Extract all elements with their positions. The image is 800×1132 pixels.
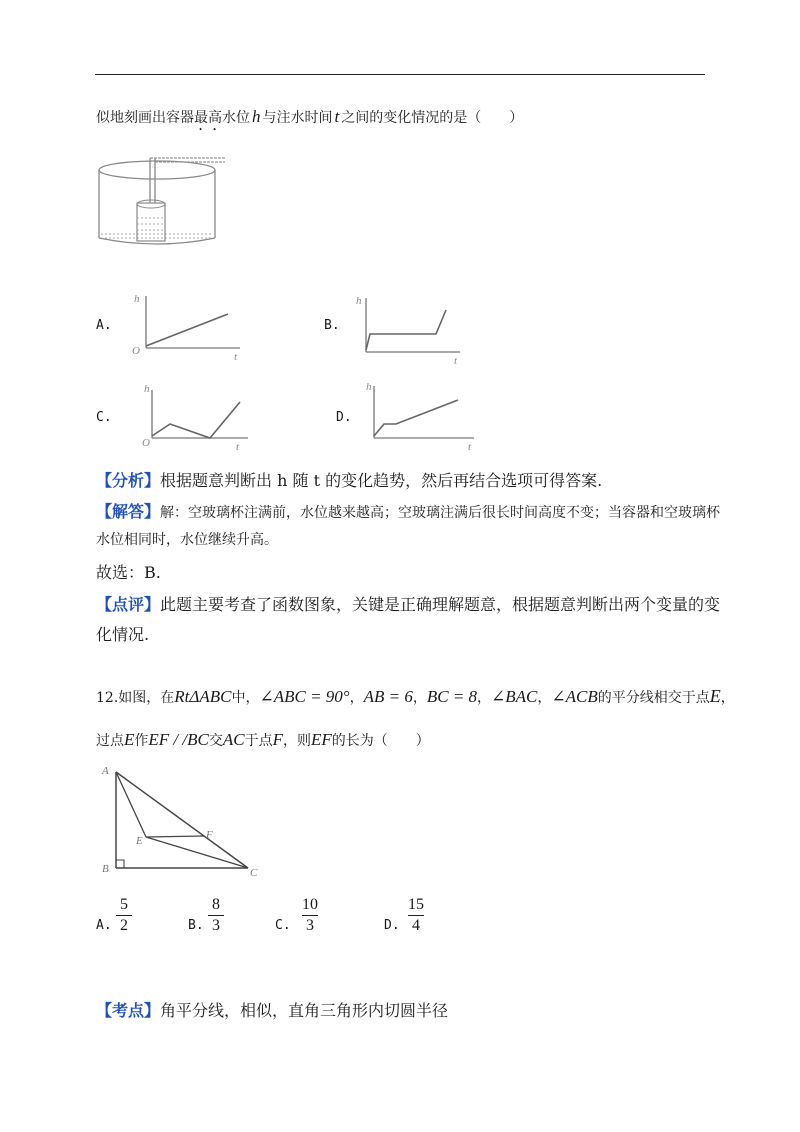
q11-c-y-label: h <box>144 383 150 395</box>
q12-c-bar <box>302 915 318 916</box>
q11-stem-part4: 之间的变化情况的是（ ） <box>341 110 524 126</box>
q12-b-num: 8 <box>212 896 220 913</box>
q11-stem-part1: 似地刻画出容器 <box>96 110 194 126</box>
q12-number: 12.如图，在 <box>96 690 175 706</box>
q12-l2e: ，则 <box>282 733 311 749</box>
q12-l2d: 于点 <box>244 733 273 749</box>
q11-a-curve <box>146 314 228 346</box>
q12-label-c: C <box>250 867 258 879</box>
q12-ac: AC <box>222 730 245 749</box>
q11-d-x-label: t <box>468 441 472 450</box>
q11-option-b-graph <box>348 292 468 364</box>
q11-answer <box>96 499 720 522</box>
q11-option-c-graph <box>136 380 256 452</box>
q12-option-d-fraction <box>408 896 424 935</box>
q11-analysis-text: 根据题意判断出 h 随 t 的变化趋势，然后再结合选项可得答案. <box>160 471 603 490</box>
q11-option-d-label: D. <box>336 410 352 425</box>
q11-stem-part3: 与注水时间 <box>262 110 333 126</box>
q12-kaodian-text: 角平分线，相似，直角三角形内切圆半径 <box>160 1001 449 1020</box>
q11-comment-tag: 【点评】 <box>96 595 161 614</box>
q12-c4: ， <box>537 690 552 706</box>
q12-b-den: 3 <box>212 917 220 934</box>
q11-answer-line2: 水位相同时，水位继续升高。 <box>96 532 278 548</box>
header-rule <box>95 74 705 75</box>
q11-stem <box>96 107 523 134</box>
q12-ef: EF <box>310 730 332 749</box>
q12-e2: E <box>124 730 135 749</box>
q11-option-c-label: C. <box>96 410 112 425</box>
q12-tail1: 的平分线相交于点 <box>597 690 710 706</box>
q12-d-den: 4 <box>412 917 420 934</box>
q12-l2a: 过点 <box>96 733 124 749</box>
q12-c-den: 3 <box>306 917 314 934</box>
q11-d-y-label: h <box>366 381 372 393</box>
q11-comment <box>96 592 720 615</box>
q11-option-a-graph <box>128 288 248 360</box>
q12-option-b-fraction <box>208 896 224 935</box>
q12-option-c-label: C. <box>275 918 291 933</box>
q12-kaodian-tag: 【考点】 <box>96 1001 161 1020</box>
q11-a-x-label: t <box>234 351 238 360</box>
q11-var-t: t <box>334 107 340 126</box>
q12-d-bar <box>408 915 424 916</box>
q11-analysis-tag: 【分析】 <box>96 471 161 490</box>
q12-triangle-figure <box>98 762 268 882</box>
q11-var-h: h <box>252 107 261 126</box>
q11-c-curve <box>152 402 240 438</box>
q11-analysis <box>96 468 602 491</box>
q12-l2b: 作 <box>134 733 149 749</box>
q12-stem-line2 <box>96 730 430 750</box>
q12-a-den: 2 <box>120 917 128 934</box>
q12-c2: ， <box>412 690 427 706</box>
q12-label-a: A <box>102 765 109 777</box>
q12-f: F <box>272 730 283 749</box>
q11-a-y-label: h <box>134 293 140 305</box>
container-figure <box>95 148 235 248</box>
q12-e: E <box>709 686 721 706</box>
q12-option-a-fraction <box>116 896 132 935</box>
q12-d-num: 15 <box>408 896 424 913</box>
q12-b-bar <box>208 915 224 916</box>
q11-answer-tag: 【解答】 <box>96 502 161 521</box>
q12-c-num: 10 <box>302 896 318 913</box>
q11-c-origin: O <box>142 437 150 449</box>
q12-label-b: B <box>102 863 109 875</box>
q11-stem-emphasis: 最高 <box>194 110 222 126</box>
q12-c1: ， <box>349 690 364 706</box>
q11-comment-line2: 化情况. <box>96 625 150 644</box>
q12-a-num: 5 <box>120 896 128 913</box>
q12-acb: ∠ACB <box>551 687 598 706</box>
q12-option-a-label: A. <box>96 918 112 933</box>
q12-angle-abc: ∠ABC = 90° <box>259 687 350 706</box>
q12-rt-abc: RtΔABC <box>174 687 232 706</box>
q12-kaodian <box>96 998 448 1021</box>
q11-stem-part2: 水位 <box>222 110 250 126</box>
q12-c3: ， <box>477 690 492 706</box>
q11-answer-line1: 解：空玻璃杯注满前，水位越来越高；空玻璃注满后很长时间高度不变；当容器和空玻璃杯 <box>160 505 721 521</box>
q11-b-x-label: t <box>454 355 458 364</box>
q12-label-e: E <box>136 835 143 847</box>
q12-ab: AB = 6 <box>363 687 413 706</box>
q11-option-b-label: B. <box>324 318 340 333</box>
q12-l2f: 的长为（ ） <box>331 733 430 749</box>
q12-bac: ∠BAC <box>491 687 538 706</box>
q12-option-b-label: B. <box>188 918 204 933</box>
q11-b-curve <box>366 310 446 350</box>
q12-ef-parallel: EF / /BC <box>148 730 209 749</box>
q12-a-bar <box>116 915 132 916</box>
q12-c5: ， <box>720 690 735 706</box>
q12-option-d-label: D. <box>384 918 400 933</box>
q11-b-y-label: h <box>356 295 362 307</box>
q11-option-a-label: A. <box>96 318 112 333</box>
q11-c-x-label: t <box>236 441 240 452</box>
q11-a-origin: O <box>132 345 140 357</box>
q12-stem-line1 <box>96 686 735 707</box>
q12-label-f: F <box>206 829 213 841</box>
q12-l2c: 交 <box>208 733 223 749</box>
q12-option-c-fraction <box>302 896 318 935</box>
q11-d-curve <box>374 400 458 436</box>
q11-comment-line1: 此题主要考查了函数图象，关键是正确理解题意，根据题意判断出两个变量的变 <box>160 595 721 614</box>
q11-choose: 故选：B. <box>96 563 161 582</box>
q12-zh: 中， <box>231 690 260 706</box>
q12-bc: BC = 8 <box>426 687 478 706</box>
q11-option-d-graph <box>362 378 482 450</box>
